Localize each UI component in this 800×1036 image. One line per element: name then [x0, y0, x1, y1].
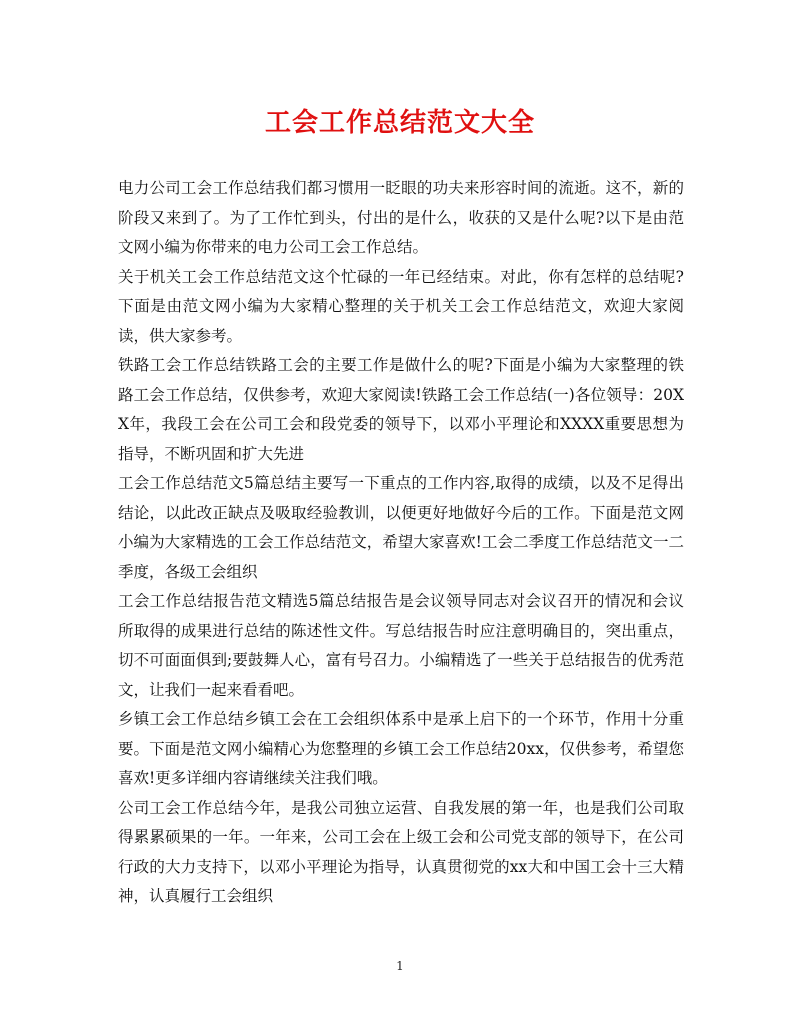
document-title: 工会工作总结范文大全 — [264, 108, 535, 138]
paragraph-company: 公司工会工作总结今年，是我公司独立运营、自我发展的第一年，也是我们公司取得累累硕果的一年。一年来，公司工会在上级工会和公司党支部的领导下，在公司行政的大力支持下，以邓小平理论为指导，认真贯彻党的xx大和中国工会十三大精神，认真履行工会组织 — [118, 798, 684, 905]
paragraph-summary-report: 工会工作总结报告范文精选5篇总结报告是会议领导同志对会议召开的情况和会议所取得的成果进行总结的陈述性文件。写总结报告时应注意明确目的，突出重点，切不可面面俱到;要鼓舞人心，富有号召力。小编精选了一些关于总结报告的优秀范文，让我们一起来看看吧。 — [118, 592, 684, 699]
paragraph-five-samples: 工会工作总结范文5篇总结主要写一下重点的工作内容,取得的成绩，以及不足得出结论，以此改正缺点及吸取经验教训，以便更好地做好今后的工作。下面是范文网小编为大家精选的工会工作总结范文，希望大家喜欢!工会二季度工作总结范文一二季度，各级工会组织 — [118, 474, 684, 581]
document-body — [118, 174, 684, 912]
page-number: 1 — [396, 959, 404, 973]
paragraph-government-agency: 关于机关工会工作总结范文这个忙碌的一年已经结束。对此，你有怎样的总结呢?下面是由范文网小编为大家精心整理的关于机关工会工作总结范文，欢迎大家阅读，供大家参考。 — [118, 267, 684, 345]
paragraph-township: 乡镇工会工作总结乡镇工会在工会组织体系中是承上启下的一个环节，作用十分重要。下面是范文网小编精心为您整理的乡镇工会工作总结20xx，仅供参考，希望您喜欢!更多详细内容请继续关注我们哦。 — [118, 710, 684, 787]
paragraph-power-company: 电力公司工会工作总结我们都习惯用一眨眼的功夫来形容时间的流逝。这不，新的阶段又来到了。为了工作忙到头，付出的是什么，收获的又是什么呢?以下是由范文网小编为你带来的电力公司工会工作总结。 — [118, 179, 684, 256]
paragraph-railway: 铁路工会工作总结铁路工会的主要工作是做什么的呢?下面是小编为大家整理的铁路工会工作总结，仅供参考，欢迎大家阅读!铁路工会工作总结(一)各位领导：20XX年，我段工会在公司工会和段党委的领导下，以邓小平理论和XXXX重要思想为指导，不断巩固和扩大先进 — [118, 356, 684, 463]
